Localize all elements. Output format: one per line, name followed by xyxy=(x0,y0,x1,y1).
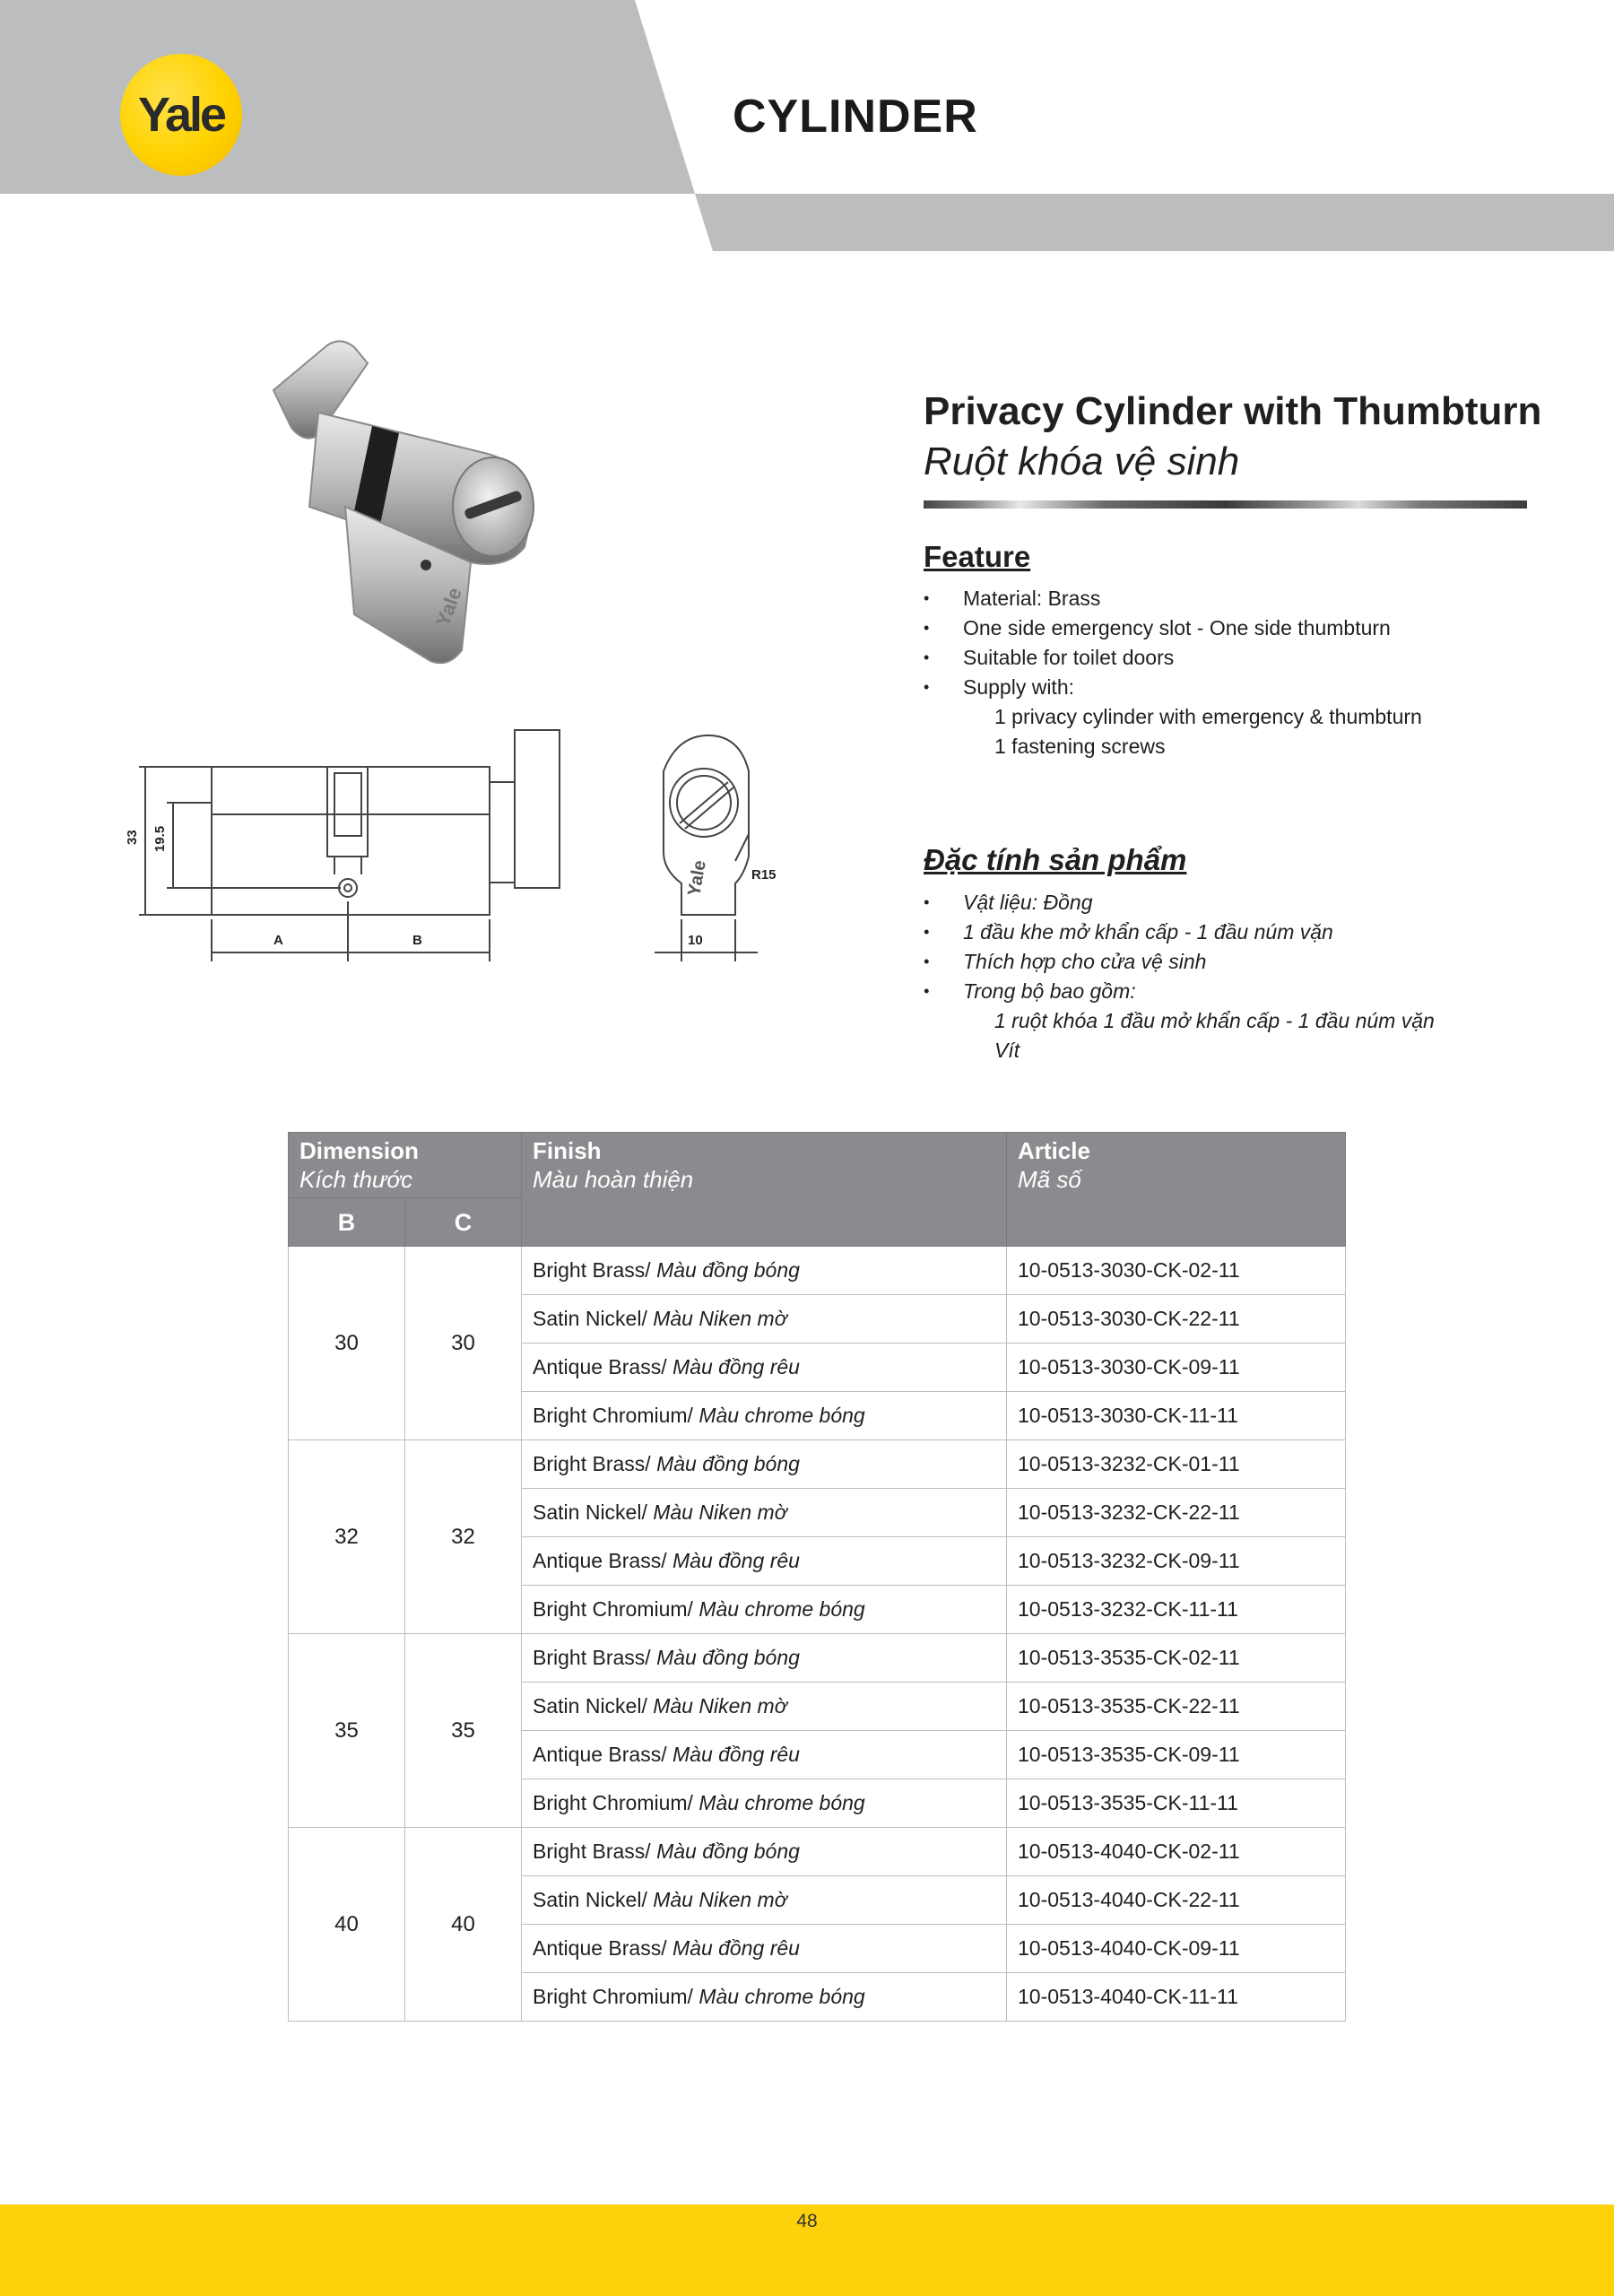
feature-heading: Feature xyxy=(924,540,1031,573)
cell-article: 10-0513-4040-CK-11-11 xyxy=(1007,1973,1346,2022)
feature-item-vi: • Thích hợp cho cửa vệ sinh xyxy=(924,947,1569,977)
finish-en: Bright Brass/ xyxy=(533,1258,651,1282)
finish-en: Bright Chromium/ xyxy=(533,1985,693,2008)
title-divider xyxy=(924,500,1527,509)
cell-finish xyxy=(522,1440,1007,1489)
cell-finish xyxy=(522,1779,1007,1828)
cell-article: 10-0513-4040-CK-22-11 xyxy=(1007,1876,1346,1925)
product-title: Privacy Cylinder with Thumbturn xyxy=(924,389,1542,433)
cell-finish xyxy=(522,1489,1007,1537)
cell-finish xyxy=(522,1344,1007,1392)
feature-heading-vi: Đặc tính sản phẩm xyxy=(924,843,1187,876)
finish-vi: Màu Niken mờ xyxy=(653,1500,787,1524)
finish-en: Satin Nickel/ xyxy=(533,1694,647,1718)
finish-en: Antique Brass/ xyxy=(533,1549,667,1572)
cell-finish xyxy=(522,1925,1007,1973)
cell-c: 32 xyxy=(405,1440,522,1634)
feature-item-vi: • 1 đầu khe mở khẩn cấp - 1 đầu núm vặn xyxy=(924,918,1569,947)
cell-b: 35 xyxy=(289,1634,405,1828)
finish-vi: Màu chrome bóng xyxy=(699,1791,865,1814)
finish-vi: Màu đồng bóng xyxy=(656,1258,800,1282)
cell-article: 10-0513-3535-CK-02-11 xyxy=(1007,1634,1346,1683)
cell-article: 10-0513-3030-CK-22-11 xyxy=(1007,1295,1346,1344)
dim-label-33: 33 xyxy=(125,830,140,845)
spec-table xyxy=(288,1132,1346,2022)
finish-en: Antique Brass/ xyxy=(533,1743,667,1766)
finish-vi: Màu chrome bóng xyxy=(699,1404,865,1427)
feature-sub-item: 1 privacy cylinder with emergency & thumbturn xyxy=(994,705,1422,728)
header-col-c: C xyxy=(405,1198,522,1247)
cell-article: 10-0513-3535-CK-11-11 xyxy=(1007,1779,1346,1828)
table-row xyxy=(289,1828,1346,1876)
header-col-b: B xyxy=(289,1198,405,1247)
dim-label-b: B xyxy=(412,933,422,948)
cell-article: 10-0513-4040-CK-09-11 xyxy=(1007,1925,1346,1973)
product-photo xyxy=(256,327,605,673)
cell-finish xyxy=(522,1731,1007,1779)
cell-finish xyxy=(522,1392,1007,1440)
cell-finish xyxy=(522,1634,1007,1683)
finish-vi: Màu đồng bóng xyxy=(656,1646,800,1669)
cell-article: 10-0513-4040-CK-02-11 xyxy=(1007,1828,1346,1876)
feature-item: • One side emergency slot - One side thumbturn xyxy=(924,613,1569,643)
dim-label-a: A xyxy=(273,933,283,948)
cell-c: 35 xyxy=(405,1634,522,1828)
finish-vi: Màu Niken mờ xyxy=(653,1888,787,1911)
table-row xyxy=(289,1634,1346,1683)
brand-engraving: Yale xyxy=(431,584,466,630)
page-number: 48 xyxy=(796,2211,818,2231)
cell-article: 10-0513-3232-CK-11-11 xyxy=(1007,1586,1346,1634)
cell-finish xyxy=(522,1973,1007,2022)
finish-en: Satin Nickel/ xyxy=(533,1307,647,1330)
dim-label-19-5: 19.5 xyxy=(152,825,168,852)
dim-label-r15: R15 xyxy=(751,867,777,883)
cell-finish xyxy=(522,1247,1007,1295)
finish-en: Bright Chromium/ xyxy=(533,1791,693,1814)
feature-item-vi: • Vật liệu: Đồng xyxy=(924,888,1569,918)
finish-vi: Màu chrome bóng xyxy=(699,1985,865,2008)
finish-vi: Màu đồng rêu xyxy=(672,1549,800,1572)
finish-vi: Màu đồng bóng xyxy=(656,1839,800,1863)
finish-en: Satin Nickel/ xyxy=(533,1888,647,1911)
product-subtitle: Ruột khóa vệ sinh xyxy=(924,439,1240,483)
cell-finish xyxy=(522,1828,1007,1876)
finish-en: Satin Nickel/ xyxy=(533,1500,647,1524)
finish-vi: Màu đồng rêu xyxy=(672,1355,800,1378)
feature-sub-item-vi: 1 ruột khóa 1 đầu mở khẩn cấp - 1 đầu núm vặn xyxy=(994,1009,1435,1032)
dim-label-10: 10 xyxy=(688,933,703,948)
cell-finish xyxy=(522,1876,1007,1925)
cell-article: 10-0513-3232-CK-22-11 xyxy=(1007,1489,1346,1537)
feature-sub-item: 1 fastening screws xyxy=(994,735,1166,758)
feature-list-vi xyxy=(924,888,1569,1065)
finish-vi: Màu đồng rêu xyxy=(672,1743,800,1766)
finish-en: Antique Brass/ xyxy=(533,1355,667,1378)
finish-vi: Màu chrome bóng xyxy=(699,1597,865,1621)
finish-en: Antique Brass/ xyxy=(533,1936,667,1960)
finish-vi: Màu đồng rêu xyxy=(672,1936,800,1960)
technical-drawing xyxy=(117,718,816,978)
finish-en: Bright Brass/ xyxy=(533,1646,651,1669)
finish-vi: Màu Niken mờ xyxy=(653,1307,787,1330)
finish-en: Bright Brass/ xyxy=(533,1839,651,1863)
finish-vi: Màu Niken mờ xyxy=(653,1694,787,1718)
cell-article: 10-0513-3232-CK-09-11 xyxy=(1007,1537,1346,1586)
feature-item: • Material: Brass xyxy=(924,584,1569,613)
feature-sub-item-vi: Vít xyxy=(994,1039,1020,1062)
header-dimension: Dimension Kích thước xyxy=(289,1133,522,1198)
finish-en: Bright Brass/ xyxy=(533,1452,651,1475)
feature-item: • Supply with: xyxy=(924,673,1569,702)
table-row xyxy=(289,1247,1346,1295)
cell-article: 10-0513-3030-CK-11-11 xyxy=(1007,1392,1346,1440)
feature-item: • Suitable for toilet doors xyxy=(924,643,1569,673)
cell-finish xyxy=(522,1683,1007,1731)
cell-finish xyxy=(522,1295,1007,1344)
cell-finish xyxy=(522,1537,1007,1586)
cell-article: 10-0513-3030-CK-09-11 xyxy=(1007,1344,1346,1392)
table-row xyxy=(289,1440,1346,1489)
cell-b: 32 xyxy=(289,1440,405,1634)
cell-c: 30 xyxy=(405,1247,522,1440)
finish-en: Bright Chromium/ xyxy=(533,1404,693,1427)
feature-list xyxy=(924,584,1569,761)
drawing-brand-mark: Yale xyxy=(684,858,710,898)
cell-c: 40 xyxy=(405,1828,522,2022)
cell-b: 40 xyxy=(289,1828,405,2022)
cell-article: 10-0513-3535-CK-09-11 xyxy=(1007,1731,1346,1779)
cell-article: 10-0513-3535-CK-22-11 xyxy=(1007,1683,1346,1731)
cell-article: 10-0513-3030-CK-02-11 xyxy=(1007,1247,1346,1295)
section-title: CYLINDER xyxy=(733,91,978,143)
header-article: Article Mã số xyxy=(1007,1133,1346,1247)
finish-vi: Màu đồng bóng xyxy=(656,1452,800,1475)
cell-finish xyxy=(522,1586,1007,1634)
cell-b: 30 xyxy=(289,1247,405,1440)
yale-logo: Yale xyxy=(120,54,242,176)
cell-article: 10-0513-3232-CK-01-11 xyxy=(1007,1440,1346,1489)
finish-en: Bright Chromium/ xyxy=(533,1597,693,1621)
header-finish: Finish Màu hoàn thiện xyxy=(522,1133,1007,1247)
feature-item-vi: • Trong bộ bao gồm: xyxy=(924,977,1569,1006)
